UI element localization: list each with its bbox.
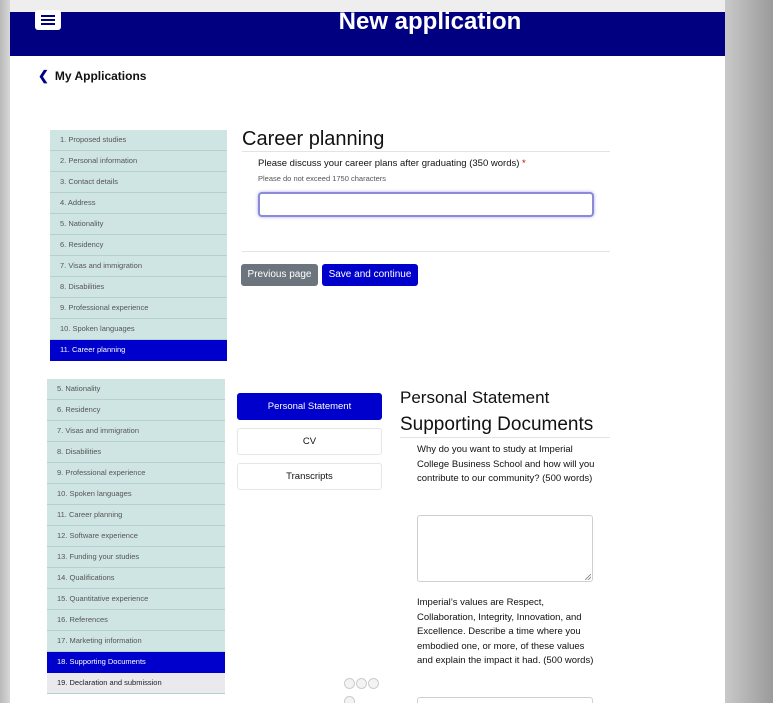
step-item[interactable]: 11. Career planning	[47, 505, 225, 526]
page-header	[10, 8, 725, 56]
carousel-dots	[344, 676, 388, 686]
question-text: Please discuss your career plans after graduating (350 words)	[258, 158, 520, 169]
supporting-documents-heading: Supporting Documents	[400, 414, 594, 435]
career-planning-title: Career planning	[242, 128, 385, 150]
step-item[interactable]: 12. Software experience	[47, 526, 225, 547]
career-question-label	[258, 158, 526, 169]
divider	[242, 151, 610, 152]
step-item[interactable]: 16. References	[47, 610, 225, 631]
back-to-applications-link[interactable]	[38, 68, 146, 84]
step-item[interactable]: 3. Contact details	[50, 172, 227, 193]
step-item[interactable]: 8. Disabilities	[47, 442, 225, 463]
save-and-continue-button[interactable]: Save and continue	[322, 264, 418, 286]
statement-answer-1-textarea[interactable]	[417, 515, 593, 582]
step-item[interactable]: 9. Professional experience	[47, 463, 225, 484]
step-item[interactable]: 14. Qualifications	[47, 568, 225, 589]
step-item[interactable]: 6. Residency	[50, 235, 227, 256]
step-item-supporting-documents[interactable]: 18. Supporting Documents	[47, 652, 225, 673]
application-page	[10, 0, 725, 703]
tab-personal-statement[interactable]: Personal Statement	[237, 393, 382, 420]
step-item[interactable]: 5. Nationality	[50, 214, 227, 235]
divider	[400, 437, 610, 438]
step-item[interactable]: 8. Disabilities	[50, 277, 227, 298]
step-item-career-planning[interactable]: 11. Career planning	[50, 340, 227, 361]
step-navigation-bottom	[47, 379, 225, 694]
required-marker: *	[522, 158, 526, 169]
resize-handle-icon[interactable]	[585, 574, 591, 580]
carousel-dot[interactable]	[344, 678, 355, 689]
step-item-declaration[interactable]: 19. Declaration and submission	[47, 673, 225, 694]
step-item[interactable]: 17. Marketing information	[47, 631, 225, 652]
step-item[interactable]: 4. Address	[50, 193, 227, 214]
step-item[interactable]: 2. Personal information	[50, 151, 227, 172]
chevron-left-icon: ❮	[38, 68, 49, 83]
divider	[242, 251, 610, 252]
tab-transcripts[interactable]: Transcripts	[237, 463, 382, 490]
step-item[interactable]: 5. Nationality	[47, 379, 225, 400]
back-link-label: My Applications	[54, 69, 147, 83]
tab-cv[interactable]: CV	[237, 428, 382, 455]
carousel-dot[interactable]	[356, 678, 367, 689]
carousel-dot[interactable]	[344, 696, 355, 703]
statement-question-2: Imperial’s values are Respect, Collaboration, Integrity, Innovation, and Excellence. Describe a time where you embodied one, or more, of these values and explain the impact it had. (500 words)	[417, 597, 594, 666]
statement-question-1: Why do you want to study at Imperial College Business School and how will you contribute to our community? (500 words)	[417, 444, 595, 484]
step-item[interactable]: 13. Funding your studies	[47, 547, 225, 568]
step-item[interactable]: 15. Quantitative experience	[47, 589, 225, 610]
step-item[interactable]: 7. Visas and immigration	[50, 256, 227, 277]
personal-statement-title: Personal Statement	[400, 388, 550, 407]
carousel-dot[interactable]	[368, 678, 379, 689]
page-title: New application	[338, 8, 522, 35]
step-item[interactable]: 6. Residency	[47, 400, 225, 421]
character-limit-hint: Please do not exceed 1750 characters	[258, 174, 387, 183]
step-item[interactable]: 10. Spoken languages	[50, 319, 227, 340]
step-item[interactable]: 10. Spoken languages	[47, 484, 225, 505]
step-item[interactable]: 7. Visas and immigration	[47, 421, 225, 442]
statement-answer-2-textarea[interactable]	[417, 697, 593, 703]
step-item[interactable]: 9. Professional experience	[50, 298, 227, 319]
step-navigation-top	[50, 130, 227, 361]
step-item[interactable]: 1. Proposed studies	[50, 130, 227, 151]
career-plans-textarea[interactable]	[258, 192, 594, 217]
previous-page-button[interactable]: Previous page	[241, 264, 318, 286]
